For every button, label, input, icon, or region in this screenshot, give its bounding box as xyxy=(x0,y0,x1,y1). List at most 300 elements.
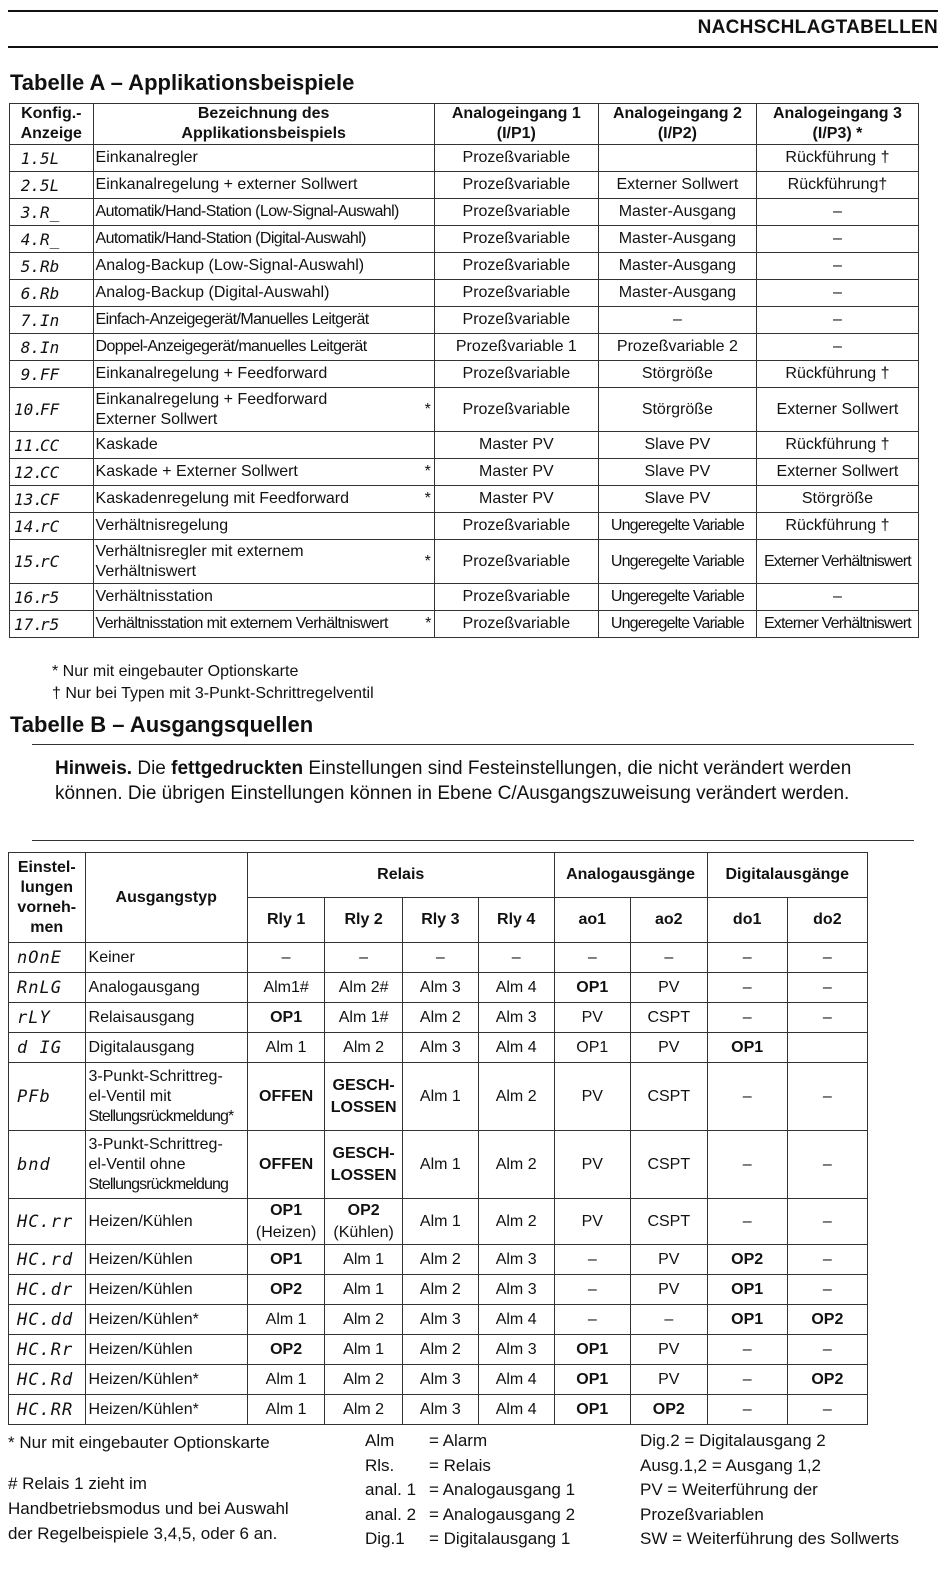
output-source-cell: Alm 1 xyxy=(402,1199,478,1245)
input-2-cell: Slave PV xyxy=(598,432,756,459)
config-abbrev: R_ xyxy=(40,229,60,249)
cell-line: OP1 xyxy=(270,1201,303,1219)
table-row xyxy=(9,1003,868,1033)
config-abbrev: rC xyxy=(40,516,60,536)
col-header-ausgangstyp: Ausgangstyp xyxy=(85,853,247,943)
input-1-cell: Prozeßvariable xyxy=(434,253,598,280)
output-source-cell: OP1 xyxy=(554,973,630,1003)
table-row xyxy=(9,1275,868,1305)
input-3-cell: Externer Sollwert xyxy=(756,459,918,486)
header-title: NACHSCHLAGTABELLEN xyxy=(697,17,938,38)
input-2-cell: Ungeregelte Variable xyxy=(598,513,756,540)
table-a-title: Tabelle A – Applikationsbeispiele xyxy=(10,70,355,95)
config-display-code xyxy=(10,307,94,334)
output-source-cell: Alm 2 xyxy=(402,1245,478,1275)
output-type: Digitalausgang xyxy=(85,1033,247,1063)
input-3-cell: Externer Verhältniswert xyxy=(756,611,918,638)
input-1-cell: Prozeßvariable xyxy=(434,361,598,388)
output-source-cell: Alm 2 xyxy=(325,1395,403,1425)
config-number: 4. xyxy=(20,229,40,249)
output-source-cell: CSPT xyxy=(630,1003,707,1033)
input-3-cell: – xyxy=(756,226,918,253)
table-row xyxy=(9,1033,868,1063)
config-abbrev: 5L xyxy=(40,175,60,195)
input-3-cell: Rückführung † xyxy=(756,513,918,540)
col-header-konfig: Konfig.- Anzeige xyxy=(10,104,94,145)
output-source-cell: Alm 1 xyxy=(325,1335,403,1365)
output-type: Heizen/Kühlen xyxy=(85,1199,247,1245)
config-abbrev: 5L xyxy=(40,148,60,168)
cell-line: LOSSEN xyxy=(330,1098,397,1116)
output-source-cell: OP2 xyxy=(247,1275,324,1305)
output-source-cell xyxy=(325,1199,403,1245)
table-row xyxy=(10,172,919,199)
input-3-cell: Rückführung † xyxy=(756,361,918,388)
input-3-cell: Störgröße xyxy=(756,486,918,513)
table-a-note-optional: * Nur mit eingebauter Optionskarte xyxy=(52,663,299,680)
col-header-output: ao2 xyxy=(630,898,707,943)
application-name: Verhältnisstation xyxy=(93,584,434,611)
legend-entry: PV = Weiterführung der xyxy=(640,1480,818,1499)
input-1-cell: Prozeßvariable 1 xyxy=(434,334,598,361)
config-abbrev: FF xyxy=(40,400,60,419)
config-display-code xyxy=(10,486,94,513)
input-1-cell: Prozeßvariable xyxy=(434,226,598,253)
application-name: Einkanalregelung + Feedforward Externer Sollwert * xyxy=(93,388,434,432)
input-1-cell: Prozeßvariable xyxy=(434,611,598,638)
input-2-cell: Störgröße xyxy=(598,388,756,432)
table-row xyxy=(10,199,919,226)
output-source-cell: Alm 3 xyxy=(478,1275,554,1305)
output-source-cell: Alm 1 xyxy=(325,1275,403,1305)
output-source-cell: Alm 3 xyxy=(478,1003,554,1033)
table-row xyxy=(10,459,919,486)
config-abbrev: Rb xyxy=(40,256,60,276)
input-2-cell: Externer Sollwert xyxy=(598,172,756,199)
output-display-code: HC.dd xyxy=(9,1305,86,1335)
output-source-cell: Alm 2 xyxy=(402,1003,478,1033)
input-3-cell: – xyxy=(756,253,918,280)
output-source-cell: – xyxy=(402,943,478,973)
input-1-cell: Prozeßvariable xyxy=(434,584,598,611)
input-3-cell: Externer Sollwert xyxy=(756,388,918,432)
config-display-code xyxy=(10,459,94,486)
application-name: Verhältnisstation mit externem Verhältniswert * xyxy=(93,611,434,638)
output-source-cell: – xyxy=(787,1003,867,1033)
output-source-cell xyxy=(325,1131,403,1199)
col-header-input-1: Analogeingang 1 (I/P1) xyxy=(434,104,598,145)
table-row xyxy=(9,943,868,973)
col-header-relais: Relais xyxy=(247,853,554,898)
table-row xyxy=(10,253,919,280)
application-name: Einfach-Anzeigegerät/Manuelles Leitgerät xyxy=(93,307,434,334)
config-number: 12. xyxy=(14,462,43,482)
output-source-cell: Alm 1 xyxy=(402,1131,478,1199)
output-source-cell: PV xyxy=(554,1003,630,1033)
output-source-cell: OP2 xyxy=(787,1305,867,1335)
output-source-cell: Alm 1# xyxy=(325,1003,403,1033)
output-display-code: bnd xyxy=(9,1131,86,1199)
config-display-code xyxy=(10,253,94,280)
input-3-cell: – xyxy=(756,280,918,307)
output-source-cell: Alm 2 xyxy=(478,1131,554,1199)
output-display-code: HC.dr xyxy=(9,1275,86,1305)
table-b-note-relay: # Relais 1 zieht im Handbetriebsmodus und bei Auswahl der Regelbeispiele 3,4,5, oder 6 an. xyxy=(8,1474,289,1543)
output-source-cell: OP1 xyxy=(707,1033,787,1063)
input-1-cell: Prozeßvariable xyxy=(434,540,598,584)
output-source-cell: Alm 3 xyxy=(402,1033,478,1063)
table-row xyxy=(9,1305,868,1335)
output-source-cell: Alm 3 xyxy=(402,1305,478,1335)
output-type: Analogausgang xyxy=(85,973,247,1003)
col-header-einstellungen: Einstel- lungen vorneh- men xyxy=(9,853,86,943)
output-source-cell: OP1 xyxy=(554,1395,630,1425)
config-abbrev: rC xyxy=(40,552,60,571)
config-abbrev: R_ xyxy=(40,202,60,222)
output-display-code: rLY xyxy=(9,1003,86,1033)
option-star: * xyxy=(424,552,431,570)
config-display-code xyxy=(10,388,94,432)
output-source-cell: – xyxy=(707,1199,787,1245)
input-2-cell: Master-Ausgang xyxy=(598,280,756,307)
config-display-code xyxy=(10,540,94,584)
table-a-note-dagger: † Nur bei Typen mit 3-Punkt-Schrittregelventil xyxy=(52,685,374,702)
option-star: * xyxy=(424,400,431,418)
input-2-cell: Master-Ausgang xyxy=(598,199,756,226)
output-source-cell: – xyxy=(554,1275,630,1305)
application-name: Doppel-Anzeigegerät/manuelles Leitgerät xyxy=(93,334,434,361)
output-source-cell: Alm 3 xyxy=(478,1245,554,1275)
output-display-code: RnLG xyxy=(9,973,86,1003)
output-source-cell: – xyxy=(554,943,630,973)
table-row xyxy=(10,334,919,361)
application-name: Kaskade + Externer Sollwert * xyxy=(93,459,434,486)
output-source-cell: PV xyxy=(554,1131,630,1199)
config-number: 2. xyxy=(20,175,40,195)
cell-line: (Kühlen) xyxy=(333,1223,394,1241)
output-source-cell: PV xyxy=(630,1335,707,1365)
output-source-cell: – xyxy=(787,1199,867,1245)
output-source-cell xyxy=(787,1033,867,1063)
output-source-cell: OP1 xyxy=(707,1275,787,1305)
output-source-cell: Alm 1 xyxy=(402,1063,478,1131)
input-3-cell: – xyxy=(756,199,918,226)
output-source-cell: PV xyxy=(630,1275,707,1305)
table-row xyxy=(9,1365,868,1395)
table-row xyxy=(10,486,919,513)
output-source-cell: – xyxy=(787,1131,867,1199)
output-source-cell: Alm 4 xyxy=(478,1033,554,1063)
output-source-cell: CSPT xyxy=(630,1199,707,1245)
output-source-cell: OP1 xyxy=(247,1003,324,1033)
input-2-cell: Slave PV xyxy=(598,459,756,486)
legend-entry: Dig.1 = Digitalausgang 1 xyxy=(365,1529,571,1548)
output-source-cell: OP1 xyxy=(247,1245,324,1275)
output-source-cell: PV xyxy=(630,973,707,1003)
output-display-code: HC.rr xyxy=(9,1199,86,1245)
output-source-cell: OP2 xyxy=(247,1335,324,1365)
output-display-code: nOnE xyxy=(9,943,86,973)
output-display-code: HC.Rr xyxy=(9,1335,86,1365)
output-source-cell: OP2 xyxy=(630,1395,707,1425)
input-2-cell: – xyxy=(598,307,756,334)
output-source-cell: OP1 xyxy=(707,1305,787,1335)
output-source-cell: OP2 xyxy=(787,1365,867,1395)
input-2-cell: Slave PV xyxy=(598,486,756,513)
output-source-cell: OFFEN xyxy=(247,1063,324,1131)
table-row xyxy=(9,1245,868,1275)
config-abbrev: r5 xyxy=(40,614,60,634)
legend-abbreviations-left xyxy=(365,1429,575,1552)
input-1-cell: Prozeßvariable xyxy=(434,307,598,334)
col-header-output: do1 xyxy=(707,898,787,943)
table-row xyxy=(10,280,919,307)
input-3-cell: – xyxy=(756,307,918,334)
config-abbrev: In xyxy=(40,337,60,357)
col-header-output: Rly 4 xyxy=(478,898,554,943)
application-name: Automatik/Hand-Station (Low-Signal-Auswahl) xyxy=(93,199,434,226)
output-source-cell: Alm 1 xyxy=(247,1305,324,1335)
output-source-cell: CSPT xyxy=(630,1063,707,1131)
output-display-code: HC.Rd xyxy=(9,1365,86,1395)
input-3-cell: Externer Verhältniswert xyxy=(756,540,918,584)
output-display-code: d IG xyxy=(9,1033,86,1063)
config-number: 11. xyxy=(14,435,43,455)
input-1-cell: Master PV xyxy=(434,459,598,486)
output-source-cell: PV xyxy=(554,1063,630,1131)
col-header-analog: Analogausgänge xyxy=(554,853,707,898)
output-source-cell: – xyxy=(707,1365,787,1395)
table-row xyxy=(10,540,919,584)
table-a xyxy=(9,103,919,638)
input-2-cell xyxy=(598,145,756,172)
config-number: 9. xyxy=(20,364,40,384)
output-source-cell: – xyxy=(325,943,403,973)
output-source-cell: Alm 3 xyxy=(402,973,478,1003)
output-source-cell: – xyxy=(787,943,867,973)
legend-entry: SW = Weiterführung des Sollwerts xyxy=(640,1529,900,1548)
output-display-code: PFb xyxy=(9,1063,86,1131)
col-header-output: Rly 3 xyxy=(402,898,478,943)
output-source-cell xyxy=(325,1063,403,1131)
page-header xyxy=(8,10,938,48)
input-2-cell: Prozeßvariable 2 xyxy=(598,334,756,361)
table-row xyxy=(10,432,919,459)
config-number: 14. xyxy=(14,516,43,536)
legend-entry: Rls. = Relais xyxy=(365,1455,491,1475)
output-source-cell: Alm 4 xyxy=(478,1395,554,1425)
output-source-cell: OFFEN xyxy=(247,1131,324,1199)
config-number: 1. xyxy=(20,148,40,168)
output-source-cell: Alm 4 xyxy=(478,973,554,1003)
legend-entry: anal. 1 = Analogausgang 1 xyxy=(365,1480,576,1499)
config-display-code xyxy=(10,432,94,459)
output-source-cell: PV xyxy=(630,1245,707,1275)
output-type: 3-Punkt-Schrittreg- el-Ventil mit Stellungsrückmeldung* xyxy=(85,1063,247,1131)
config-display-code xyxy=(10,226,94,253)
output-source-cell: – xyxy=(247,943,324,973)
config-display-code xyxy=(10,145,94,172)
table-row xyxy=(10,388,919,432)
config-abbrev: CC xyxy=(40,435,60,455)
application-name: Kaskadenregelung mit Feedforward * xyxy=(93,486,434,513)
config-number: 10. xyxy=(14,400,43,419)
config-abbrev: CF xyxy=(40,489,60,509)
output-type: Heizen/Kühlen* xyxy=(85,1395,247,1425)
output-source-cell: Alm 2 xyxy=(478,1199,554,1245)
config-display-code xyxy=(10,361,94,388)
output-source-cell: Alm 1 xyxy=(247,1365,324,1395)
input-2-cell: Ungeregelte Variable xyxy=(598,584,756,611)
table-b xyxy=(8,852,868,1425)
input-2-cell: Ungeregelte Variable xyxy=(598,540,756,584)
hint-bottom-rule xyxy=(32,840,914,841)
output-source-cell: Alm 4 xyxy=(478,1305,554,1335)
table-row xyxy=(9,1395,868,1425)
output-source-cell: PV xyxy=(630,1033,707,1063)
output-source-cell: – xyxy=(787,973,867,1003)
table-row xyxy=(9,1063,868,1131)
config-number: 17. xyxy=(14,614,43,634)
table-b-note-optional: * Nur mit eingebauter Optionskarte xyxy=(8,1433,270,1452)
legend-entry: Ausg.1,2 = Ausgang 1,2 xyxy=(640,1455,822,1475)
output-source-cell: – xyxy=(787,1335,867,1365)
output-source-cell: PV xyxy=(554,1199,630,1245)
legend-entry: anal. 2 = Analogausgang 2 xyxy=(365,1504,576,1524)
output-source-cell: Alm 1 xyxy=(325,1245,403,1275)
config-display-code xyxy=(10,172,94,199)
input-1-cell: Prozeßvariable xyxy=(434,388,598,432)
col-header-digital: Digitalausgänge xyxy=(707,853,867,898)
legend-entry: Prozeßvariablen xyxy=(640,1504,764,1524)
output-source-cell: – xyxy=(787,1395,867,1425)
config-number: 5. xyxy=(20,256,40,276)
hint-text: Hinweis. Die fettgedruckten Einstellungen sind Festeinstellungen, die nicht verändert werden können. Die übrigen Einstellungen können in Ebene C/Ausgangszuweisung verändert werden. xyxy=(55,758,852,804)
output-source-cell: Alm1# xyxy=(247,973,324,1003)
output-type: Heizen/Kühlen xyxy=(85,1275,247,1305)
config-display-code xyxy=(10,584,94,611)
cell-line: (Heizen) xyxy=(255,1223,317,1241)
output-type: 3-Punkt-Schrittreg- el-Ventil ohne Stellungsrückmeldung xyxy=(85,1131,247,1199)
table-row xyxy=(9,1131,868,1199)
output-type: Relaisausgang xyxy=(85,1003,247,1033)
input-2-cell: Ungeregelte Variable xyxy=(598,611,756,638)
output-source-cell: OP1 xyxy=(554,1033,630,1063)
output-source-cell: – xyxy=(707,1063,787,1131)
output-source-cell: OP2 xyxy=(707,1245,787,1275)
cell-line: OP2 xyxy=(347,1201,380,1219)
config-number: 13. xyxy=(14,489,43,509)
output-type: Heizen/Kühlen* xyxy=(85,1365,247,1395)
output-source-cell: Alm 2 xyxy=(402,1335,478,1365)
table-row xyxy=(10,584,919,611)
config-abbrev: FF xyxy=(40,364,60,384)
table-row xyxy=(9,1335,868,1365)
output-source-cell: – xyxy=(787,1275,867,1305)
application-name: Analog-Backup (Low-Signal-Auswahl) xyxy=(93,253,434,280)
output-source-cell: – xyxy=(630,1305,707,1335)
input-3-cell: Rückführung † xyxy=(756,145,918,172)
config-number: 16. xyxy=(14,587,43,607)
output-source-cell: Alm 2 xyxy=(325,1365,403,1395)
col-header-input-3: Analogeingang 3 (I/P3) * xyxy=(756,104,918,145)
output-type: Heizen/Kühlen xyxy=(85,1245,247,1275)
application-name: Kaskade xyxy=(93,432,434,459)
config-abbrev: In xyxy=(40,310,60,330)
hint-top-rule xyxy=(32,744,914,745)
table-row xyxy=(10,611,919,638)
config-display-code xyxy=(10,611,94,638)
output-source-cell: – xyxy=(630,943,707,973)
config-abbrev: CC xyxy=(40,462,60,482)
legend-entry: Dig.2 = Digitalausgang 2 xyxy=(640,1431,826,1450)
output-source-cell: Alm 1 xyxy=(247,1395,324,1425)
config-number: 8. xyxy=(20,337,40,357)
output-source-cell: PV xyxy=(630,1365,707,1395)
config-number: 3. xyxy=(20,202,40,222)
table-row xyxy=(10,307,919,334)
output-source-cell: Alm 3 xyxy=(402,1365,478,1395)
table-row xyxy=(10,361,919,388)
input-1-cell: Prozeßvariable xyxy=(434,280,598,307)
input-1-cell: Prozeßvariable xyxy=(434,199,598,226)
application-name: Einkanalregler xyxy=(93,145,434,172)
output-source-cell: – xyxy=(707,1003,787,1033)
output-type: Heizen/Kühlen* xyxy=(85,1305,247,1335)
output-type: Heizen/Kühlen xyxy=(85,1335,247,1365)
col-header-output: Rly 2 xyxy=(325,898,403,943)
config-display-code xyxy=(10,280,94,307)
application-name: Analog-Backup (Digital-Auswahl) xyxy=(93,280,434,307)
output-source-cell: – xyxy=(707,1335,787,1365)
output-source-cell: Alm 2 xyxy=(325,1305,403,1335)
input-3-cell: – xyxy=(756,584,918,611)
output-display-code: HC.RR xyxy=(9,1395,86,1425)
output-source-cell: OP1 xyxy=(554,1365,630,1395)
input-1-cell: Master PV xyxy=(434,432,598,459)
output-source-cell: OP1 xyxy=(554,1335,630,1365)
input-2-cell: Störgröße xyxy=(598,361,756,388)
output-display-code: HC.rd xyxy=(9,1245,86,1275)
output-source-cell: – xyxy=(707,973,787,1003)
output-source-cell: CSPT xyxy=(630,1131,707,1199)
output-source-cell: – xyxy=(554,1245,630,1275)
input-3-cell: – xyxy=(756,334,918,361)
config-abbrev: Rb xyxy=(40,283,60,303)
config-number: 6. xyxy=(20,283,40,303)
input-3-cell: Rückführung † xyxy=(756,432,918,459)
table-row xyxy=(10,145,919,172)
application-name: Einkanalregelung + Feedforward xyxy=(93,361,434,388)
output-source-cell: Alm 2 xyxy=(325,1033,403,1063)
table-row xyxy=(9,973,868,1003)
output-source-cell xyxy=(247,1199,324,1245)
input-2-cell: Master-Ausgang xyxy=(598,226,756,253)
output-source-cell: – xyxy=(707,943,787,973)
output-source-cell: – xyxy=(707,1395,787,1425)
col-header-output: Rly 1 xyxy=(247,898,324,943)
config-number: 15. xyxy=(14,552,43,571)
cell-line: LOSSEN xyxy=(330,1166,397,1184)
input-1-cell: Prozeßvariable xyxy=(434,513,598,540)
option-star: * xyxy=(424,463,431,480)
col-header-output: do2 xyxy=(787,898,867,943)
cell-line: GESCH- xyxy=(332,1144,395,1162)
input-1-cell: Prozeßvariable xyxy=(434,145,598,172)
output-source-cell: Alm 2# xyxy=(325,973,403,1003)
output-source-cell: – xyxy=(707,1131,787,1199)
application-name: Verhältnisregler mit externem Verhältniswert * xyxy=(93,540,434,584)
